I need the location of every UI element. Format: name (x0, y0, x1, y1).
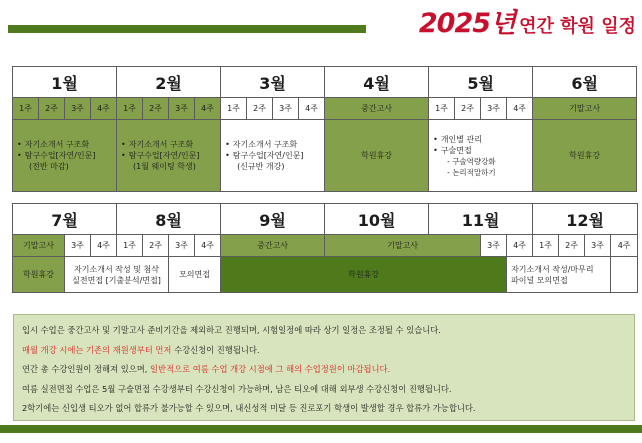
notice-line-3-red: 일반적으로 여름 수업 개강 시점에 그 해의 수업정원이 마감됩니다. (150, 364, 391, 374)
mock-interview: 모의면접 (169, 257, 221, 293)
month-header-aug: 8월 (117, 204, 221, 235)
week-cell: 2주 (559, 235, 585, 257)
month-header-oct: 10월 (325, 204, 429, 235)
week-cell: 3주 (65, 235, 91, 257)
month-header-apr: 4월 (325, 67, 429, 98)
week-cell: 4주 (91, 98, 117, 120)
week-cell: 1주 (533, 235, 559, 257)
feb-item-2: • 탐구수업[자연/인문] (121, 150, 220, 161)
may-item-2: • 구술면접 (433, 145, 532, 156)
may-subitem-1: - 구술역량강화 (447, 156, 496, 166)
mar-item-1: • 자기소개서 구조화 (225, 139, 324, 150)
week-cell: 3주 (169, 235, 195, 257)
feb-program (117, 120, 221, 192)
notice-line-2-black: 수강신청이 진행됩니다. (171, 344, 260, 355)
month-header-feb: 2월 (117, 67, 221, 98)
week-cell: 1주 (429, 98, 455, 120)
week-cell: 2주 (143, 98, 169, 120)
week-cell: 4주 (299, 98, 325, 120)
notice-line-2 (22, 341, 626, 361)
jun-vacation: 학원휴강 (533, 120, 637, 192)
week-cell: 4주 (611, 235, 638, 257)
month-header-sep: 9월 (221, 204, 325, 235)
notice-line-3 (22, 360, 626, 380)
nov-program (507, 257, 611, 293)
week-cell: 1주 (13, 98, 39, 120)
week-cell: 3주 (273, 98, 299, 120)
week-cell: 2주 (39, 98, 65, 120)
fall-vacation: 학원휴강 (221, 257, 507, 293)
mar-program (221, 120, 325, 192)
bottom-decor-bar (0, 425, 642, 433)
month-header-jun: 6월 (533, 67, 637, 98)
aug-line-2: 실전면접 [기출분석/면접] (72, 275, 161, 285)
nov-line-1: 자기소개서 작성/마무리 (511, 264, 594, 274)
jul-vacation: 학원휴강 (13, 257, 65, 293)
notice-line-5: 2학기에는 신입생 티오가 없어 합류가 불가능할 수 있으며, 내신성적 미달 등 진로포기 학생이 발생할 경우 합류가 가능합니다. (22, 403, 476, 413)
notice-line-4: 여름 실전면접 수업은 5월 구술면접 수강생부터 수강신청이 가능하며, 남은 티오에 대해 외부생 수강신청이 진행됩니다. (22, 383, 452, 394)
week-cell: 1주 (117, 98, 143, 120)
month-header-may: 5월 (429, 67, 533, 98)
jan-item-2: • 탐구수업[자연/인문] (17, 150, 116, 161)
week-cell: 4주 (507, 235, 533, 257)
week-cell: 2주 (143, 235, 169, 257)
mar-item-2: • 탐구수업[자연/인문] (225, 150, 324, 161)
month-header-mar: 3월 (221, 67, 325, 98)
apr-vacation: 학원휴강 (325, 120, 429, 192)
notice-line-1: 입시 수업은 중간고사 및 기말고사 준비기간을 제외하고 진행되며, 시험일정에 따라 상기 일정은 조정될 수 있습니다. (22, 325, 441, 335)
week-cell: 3주 (169, 98, 195, 120)
month-header-jul: 7월 (13, 204, 117, 235)
week-cell: 1주 (221, 98, 247, 120)
nov-line-2: 파이널 모의면접 (511, 275, 568, 285)
final-exam-label: 기말고사 (13, 235, 65, 257)
notice-box (13, 314, 635, 421)
page-title (419, 10, 636, 37)
title-year: 2025년 (418, 8, 516, 39)
midterm-label: 중간고사 (325, 98, 429, 120)
jan-item-1: • 자기소개서 구조화 (17, 139, 116, 150)
jan-program (13, 120, 117, 192)
aug-line-1: 자기소개서 작성 및 첨삭 (74, 264, 159, 274)
week-cell: 3주 (65, 98, 91, 120)
jan-item-3: (전반 마감) (29, 162, 69, 171)
week-cell: 4주 (507, 98, 533, 120)
title-text: 연간 학원 일정 (519, 16, 636, 37)
may-subitem-2: - 논리적말하기 (447, 167, 496, 177)
midterm-label: 중간고사 (221, 235, 325, 257)
week-cell: 4주 (195, 235, 221, 257)
aug-program (65, 257, 169, 293)
week-cell: 4주 (195, 98, 221, 120)
week-cell: 1주 (117, 235, 143, 257)
mar-item-3: (신규반 개강) (237, 162, 285, 171)
month-header-jan: 1월 (13, 67, 117, 98)
feb-item-3: (1월 웨이팅 학생) (133, 162, 196, 171)
notice-line-3-black: 연간 총 수강인원이 정해져 있으며, (22, 364, 151, 374)
week-cell: 3주 (481, 235, 507, 257)
week-cell: 4주 (91, 235, 117, 257)
final-exam-label-2: 기말고사 (325, 235, 481, 257)
final-exam-label: 기말고사 (533, 98, 637, 120)
month-header-dec: 12월 (533, 204, 638, 235)
schedule-table-second-half (12, 203, 638, 293)
may-program (429, 120, 533, 192)
notice-line-2-red: 매월 개강 시에는 기존의 재원생부터 먼저 (22, 344, 172, 355)
top-decor-bar (8, 25, 366, 33)
dec-empty-cell (611, 257, 638, 293)
week-cell: 2주 (247, 98, 273, 120)
week-cell: 2주 (455, 98, 481, 120)
week-cell: 3주 (481, 98, 507, 120)
feb-item-1: • 자기소개서 구조화 (121, 139, 220, 150)
week-cell: 3주 (585, 235, 611, 257)
schedule-table-first-half (12, 66, 637, 192)
may-item-1: • 개인별 관리 (433, 134, 532, 145)
month-header-nov: 11월 (429, 204, 533, 235)
